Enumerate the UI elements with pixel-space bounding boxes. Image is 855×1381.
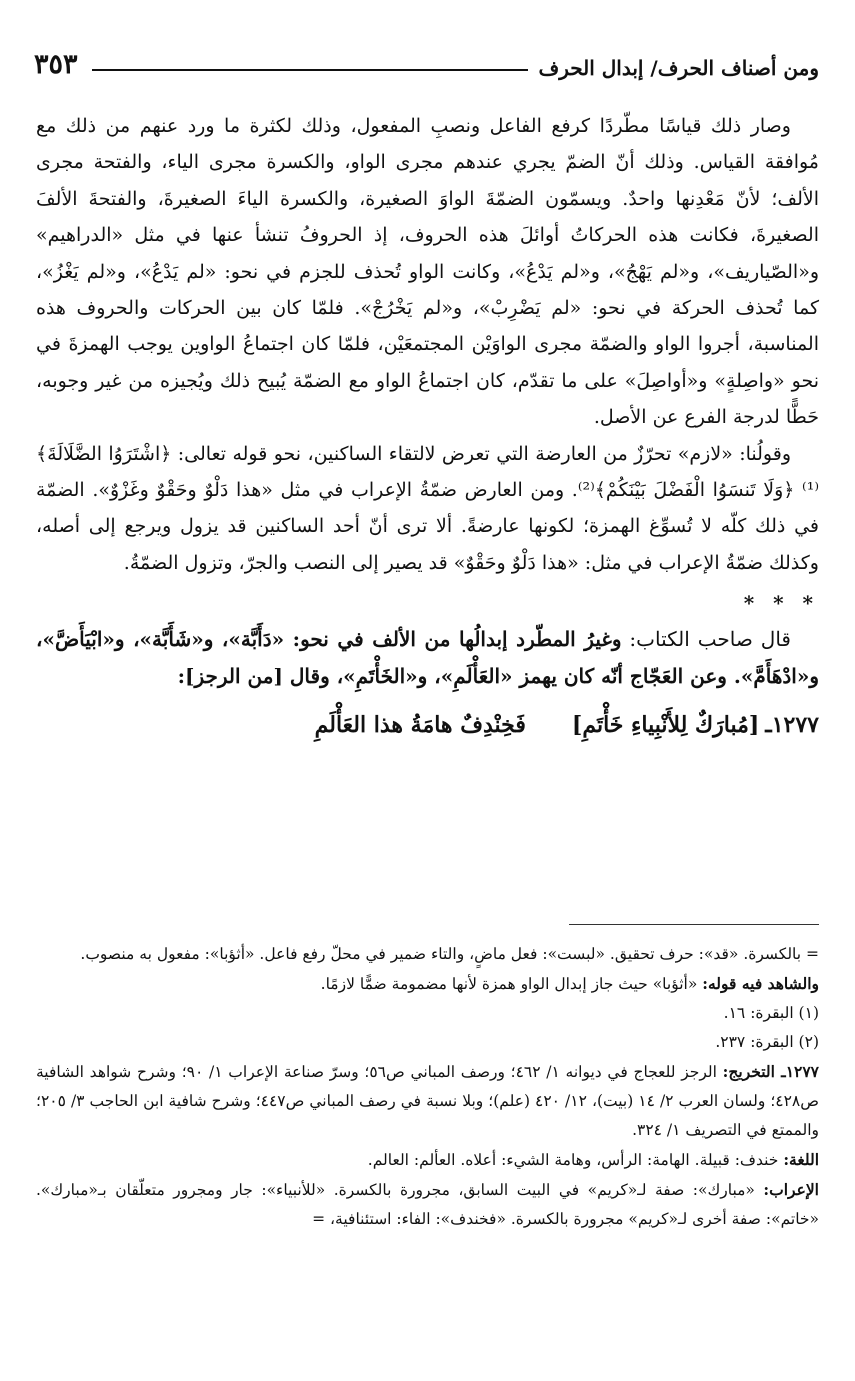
verse-second-hemistich: فَخِنْدِفٌ هامَةُ هذا العَأْلَمِ bbox=[314, 712, 526, 739]
main-text bbox=[36, 108, 819, 745]
header-rule bbox=[92, 69, 529, 71]
irab-label: الإعراب: bbox=[763, 1180, 819, 1199]
footnote-2: (٢) البقرة: ٢٣٧. bbox=[715, 1033, 819, 1051]
author-quote bbox=[36, 621, 819, 695]
running-title: ومن أصناف الحرف/ إبدال الحرف bbox=[538, 56, 819, 80]
shahid-label: والشاهد فيه قوله: bbox=[702, 974, 819, 993]
footnote-separator bbox=[569, 924, 819, 925]
lugha-label: اللغة: bbox=[783, 1150, 819, 1169]
quote-lead: قال صاحب الكتاب: bbox=[621, 627, 791, 652]
footnote-lugha bbox=[36, 1145, 819, 1175]
footnote-takhrij bbox=[36, 1057, 819, 1145]
takhrij-text: الرجز للعجاج في ديوانه ١/ ٤٦٢؛ ورصف المباني ص٥٦؛ وسرّ صناعة الإعراب ١/ ٩٠؛ وشرح شواهد الشافية ص٤٢٨؛ ولسان العرب ٢/ ١٤ (بيت)، ١٢/ ٤٢٠ (علم)؛ وبلا نسبة في رصف المباني ص٤٤٧؛ وشرح شافية ابن الحاجب ٣/ ٢٠٥؛ والممتع في التصريف ١/ ٣٢٤. bbox=[36, 1063, 820, 1139]
quote-text: وغيرُ المطّرد إبدالُها من الألف في نحو: «دَأَبَّة»، و«شَأَبَّة»، و«ابْيَأَضَّ»، و«ادْهَأَمَّ». وعن العَجّاج أنّه كان يهمز «العَأْلَمِ»، و«الخَأْتَمِ»، وقال [من الرجز]: bbox=[36, 627, 819, 689]
footnote-1: (١) البقرة: ١٦. bbox=[723, 1004, 819, 1022]
irab-text: «مبارك»: صفة لـ«كريم» في البيت السابق، مجرورة بالكسرة. «للأنبياء»: جار ومجرور متعلّقان بـ«مبارك». «خاتم»: صفة أخرى لـ«كريم» مجرورة بالكسرة. «فخندف»: الفاء: استئنافية، = bbox=[36, 1181, 819, 1228]
running-header bbox=[34, 44, 819, 80]
lugha-text: خندف: قبيلة. الهامة: الرأس، وهامة الشيء: أعلاه. العألم: العالم. bbox=[367, 1151, 784, 1169]
poetry-verse bbox=[36, 705, 819, 745]
paragraph-2: وقولُنا: «لازم» تحرّزٌ من العارضة التي تعرض لالتقاء الساكنين، نحو قوله تعالى: ﴿اشْتَرَوُا الضَّلَالَةَ﴾⁽¹⁾ ﴿وَلَا تَنسَوُا الْفَضْلَ بَيْنَكُمْ﴾⁽²⁾. ومن العارض ضمّةُ الإعراب في مثل «هذا دَلْوٌ وحَقْوٌ وغَزْوٌ». الضمّة في ذلك كلّه لا تُسوِّغ الهمزة؛ لكونها عارضةً. ألا ترى أنّ أحد الساكنين قد يزول ويرجع إلى أصله، وكذلك ضمّةُ الإعراب في مثل: «هذا دَلْوٌ وحَقْوٌ» قد يصير إلى النصب والجرّ، وتزول الضمّةُ. bbox=[36, 442, 819, 574]
footnote-continuation: = بالكسرة. «قد»: حرف تحقيق. «لبست»: فعل ماضٍ، والتاء ضمير في محلّ رفع فاعل. «أثؤبا»: مفعول به منصوب. bbox=[80, 945, 819, 963]
footnote-shahid bbox=[36, 969, 819, 999]
page-number: ٣٥٣ bbox=[34, 49, 78, 80]
shahid-text: «أثؤبا» حيث جاز إبدال الواو همزة لأنها مضمومة ضمًّا لازمًا. bbox=[320, 975, 703, 993]
section-separator: * * * bbox=[743, 591, 819, 616]
takhrij-label: ١٢٧٧ـ التخريج: bbox=[722, 1062, 819, 1081]
verse-number: ١٢٧٧ـ bbox=[765, 712, 819, 739]
footnotes bbox=[36, 940, 819, 1234]
footnote-irab bbox=[36, 1175, 819, 1234]
verse-first-hemistich: [مُبارَكٌ لِلأَنْبِياءِ خَأْتَمِ] bbox=[571, 712, 760, 739]
paragraph-1: وصار ذلك قياسًا مطّردًا كرفع الفاعل ونصبِ المفعول، وذلك لكثرة ما ورد عنهم من ذلك مع مُوافقة القياس. وذلك أنّ الضمّ يجري عندهم مجرى الواو، والكسرة مجرى الياء، والفتحة مجرى الألف؛ لأنّ مَعْدِنها واحدٌ. ويسمّون الضمّةَ الواوَ الصغيرة، والكسرة الياءَ الصغيرةَ، والفتحةَ الألفَ الصغيرةَ، فكانت هذه الحركاتُ أوائلَ هذه الحروف، إذ الحروفُ تنشأ عنها في مثل «الدراهيم» و«الصّياريف»، و«لم يَهْجُ»، و«لم يَدْعُ»، وكانت الواو تُحذف للجزم في نحو: «لم يَدْعُ»، و«لم يَغْزُ»، كما تُحذف الحركة في نحو: «لم يَضْرِبْ»، و«لم يَخْرُجْ». فلمّا كان بين الحركات والحروف هذه المناسبة، أجروا الواو والضمّة مجرى الواوَيْن المجتمعَيْن، فلمّا كان اجتماعُ الواوين يوجب الهمزةَ في نحو «واصِلةٍ» و«أواصِلَ» على ما تقدّم، كان اجتماعُ الواو مع الضمّة يُبيح ذلك ويُجيزه من غير وجوبه، حَطًّا لدرجة الفرع عن الأصل. bbox=[36, 115, 819, 429]
